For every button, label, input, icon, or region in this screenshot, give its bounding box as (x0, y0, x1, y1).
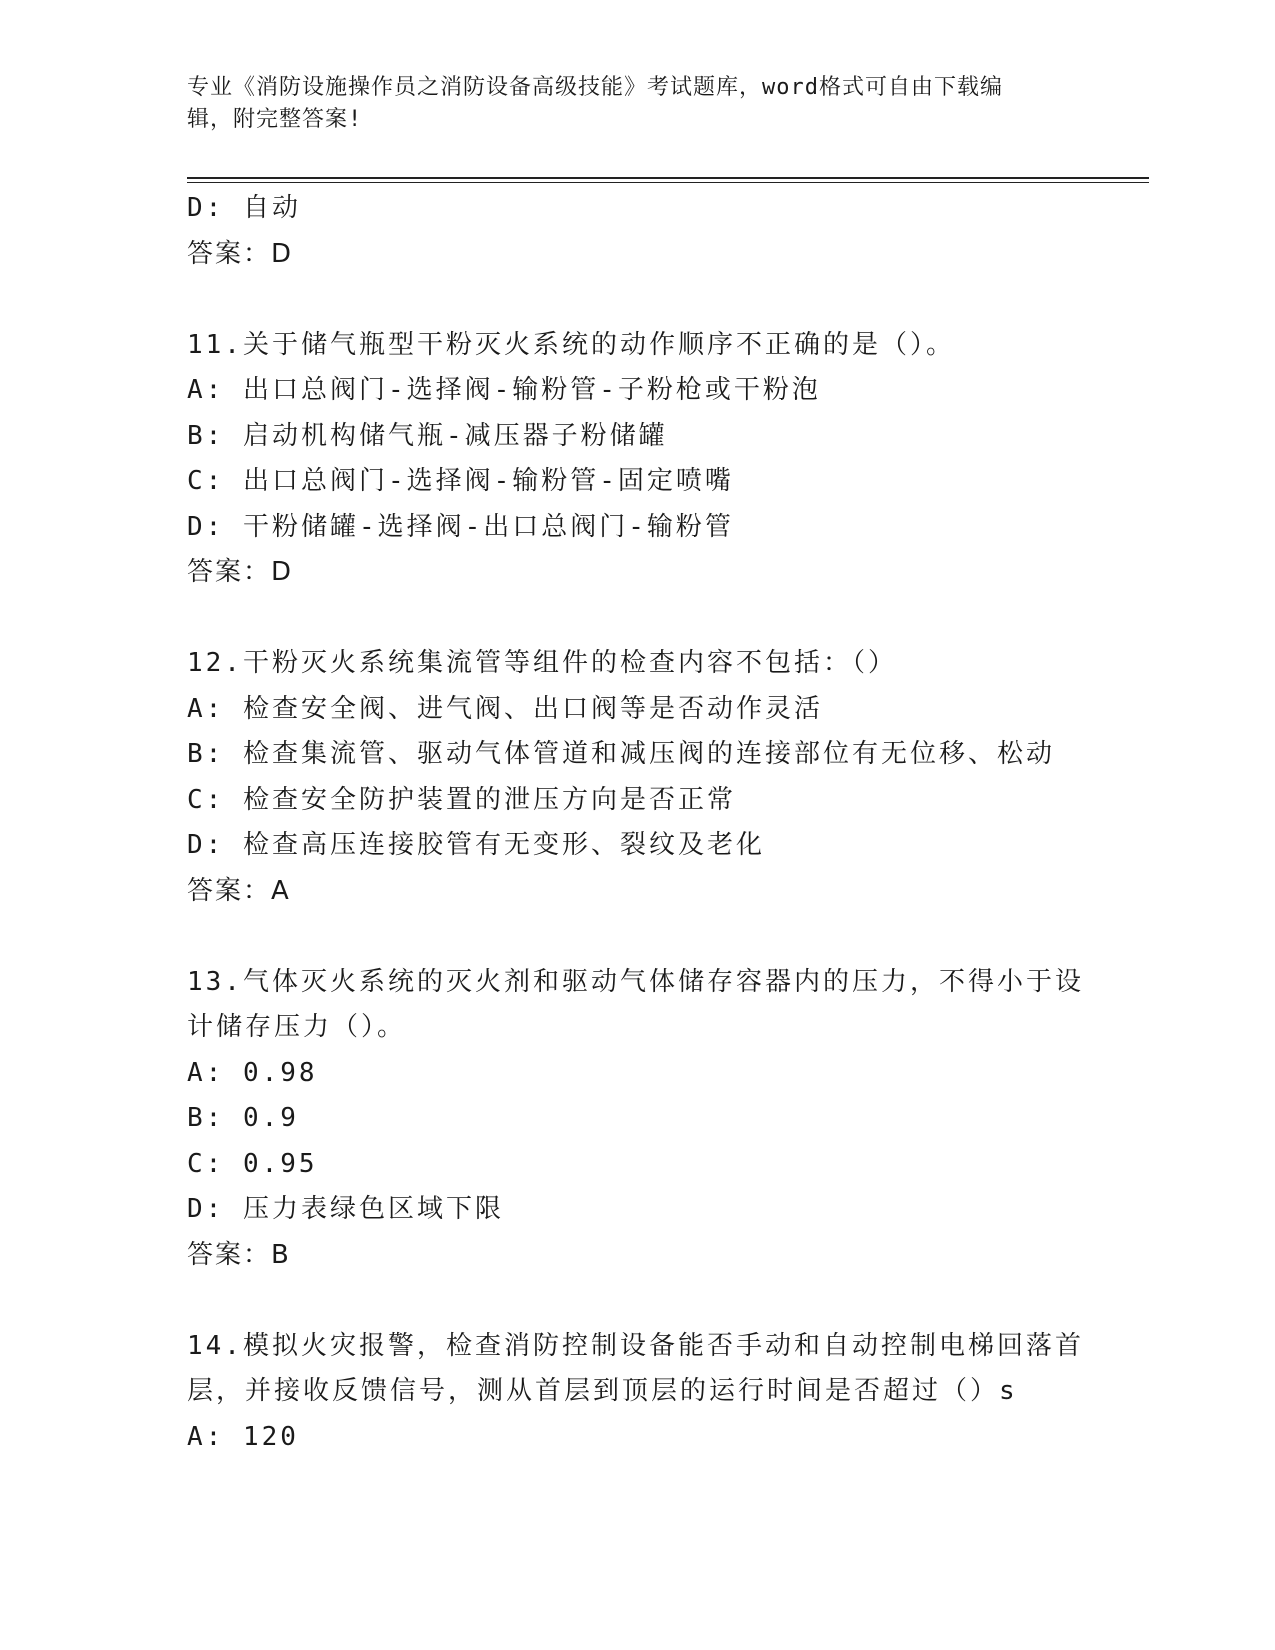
answer-line: 答案：D (187, 238, 294, 269)
question-stem-line-1: 13.气体灭火系统的灭火剂和驱动气体储存容器内的压力，不得小于设 (187, 966, 1084, 997)
header-divider-thin (187, 182, 1149, 183)
header-title-line-2: 辑，附完整答案! (187, 107, 363, 132)
question-12 (187, 641, 1087, 914)
option-b: B: 启动机构储气瓶-减压器子粉储罐 (187, 420, 668, 451)
option-a: A: 120 (187, 1421, 299, 1452)
question-list (187, 186, 1087, 1460)
option-a: A: 出口总阀门-选择阀-输粉管-子粉枪或干粉泡 (187, 375, 821, 405)
option-c: C: 出口总阀门-选择阀-输粉管-固定喷嘴 (187, 466, 734, 496)
question-14 (187, 1324, 1087, 1461)
question-10-tail (187, 186, 1087, 277)
option-d: D: 压力表绿色区域下限 (187, 1194, 504, 1224)
question-stem: 12.干粉灭火系统集流管等组件的检查内容不包括：（） (187, 648, 897, 678)
question-stem: 11.关于储气瓶型干粉灭火系统的动作顺序不正确的是（）。 (187, 329, 955, 360)
spacer (187, 1278, 1087, 1324)
page-header (187, 72, 1087, 136)
option-c: C: 0.95 (187, 1148, 318, 1179)
option-a: A: 0.98 (187, 1057, 318, 1088)
spacer (187, 277, 1087, 323)
option-c: C: 检查安全防护装置的泄压方向是否正常 (187, 784, 736, 815)
question-stem-line-1: 14.模拟火灾报警，检查消防控制设备能否手动和自动控制电梯回落首 (187, 1330, 1084, 1361)
question-stem-line-2: 计储存压力（）。 (187, 1012, 407, 1042)
option-d: D: 自动 (187, 193, 301, 223)
option-b: B: 0.9 (187, 1103, 299, 1133)
question-11 (187, 323, 1087, 596)
option-a: A: 检查安全阀、进气阀、出口阀等是否动作灵活 (187, 693, 823, 724)
question-stem-line-2: 层，并接收反馈信号，测从首层到顶层的运行时间是否超过（）s (187, 1376, 1018, 1406)
spacer (187, 596, 1087, 642)
header-title-line-1: 专业《消防设施操作员之消防设备高级技能》考试题库，word格式可自由下载编 (187, 75, 1003, 100)
header-divider-thick (187, 177, 1149, 179)
question-13 (187, 960, 1087, 1279)
option-d: D: 干粉储罐-选择阀-出口总阀门-输粉管 (187, 511, 734, 542)
answer-line: 答案：A (187, 875, 291, 906)
option-b: B: 检查集流管、驱动气体管道和减压阀的连接部位有无位移、松动 (187, 739, 1055, 769)
option-d: D: 检查高压连接胶管有无变形、裂纹及老化 (187, 830, 765, 860)
spacer (187, 914, 1087, 960)
answer-line: 答案：D (187, 557, 294, 587)
answer-line: 答案：B (187, 1239, 291, 1270)
